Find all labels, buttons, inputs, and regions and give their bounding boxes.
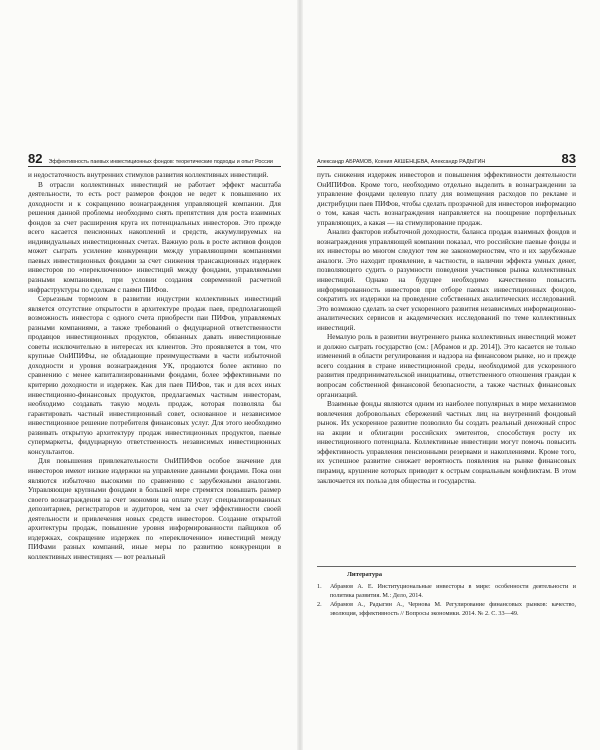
right-page [303, 0, 600, 750]
left-page-header [28, 152, 281, 167]
paragraph: Взаимные фонды являются одним из наиболее популярных в мире механизмов вовлечения добровольных сбережений частных лиц на внутренний фондовый рынок. Их ускоренное развитие позволило бы создать реальный денежный спрос на акции и облигации российских эмитентов, способствуя росту их инвестиционного потенциала. Коллективные инвестиции могут помочь повысить эффективность управления пенсионными резервами и накоплениями. Кроме того, их успешное развитие снижает вероятность появления на рынке финансовых пирамид, крушение которых приводит к острым социальным конфликтам. В этом заключается их польза для общества и государства. [317, 400, 576, 485]
literature-item [317, 583, 576, 600]
literature-divider [317, 566, 576, 567]
right-body-text [317, 171, 576, 486]
left-page-number: 82 [28, 151, 43, 166]
literature-item-text: Абрамов А., Радыгин А., Чернова М. Регулирование финансовых рынков: качество, эволюция, эффективность // Вопросы экономики. 2014. № 2. С. 33—49. [330, 601, 576, 617]
left-page [0, 0, 297, 750]
left-body-text [28, 171, 281, 562]
literature-item-text: Абрамов А. Е. Институциональные инвесторы в мире: особенности деятельности и политика развития. М.: Дело, 2014. [330, 583, 576, 599]
right-page-header [317, 152, 576, 167]
paragraph: Немалую роль в развитии внутреннего рынка коллективных инвестиций может и должно сыграть государство (см.: [Абрамов и др. 2014]). Это касается не только изменений в области регулирования и надзора на финансовом рынке, но и прежде всего создания в стране инвестиционной среды, необходимой для ускоренного развития предпринимательской инициативы, ответственного отношения граждан к вопросам собственной финансовой безопасности, а также частных финансовых организаций. [317, 333, 576, 399]
left-running-header: Эффективность паевых инвестиционных фондов: теоретические подходы и опыт России [48, 159, 273, 165]
paragraph: путь снижения издержек инвесторов и повышения эффективности деятельности ОнИПИФов. Кроме того, необходимо отдельно выделить в вознаграждении за управление фондами целевую плату для возмещения расходов по рекламе и дистрибуции паев ПИФов, чтобы сделать прозрачной для инвесторов информацию о том, какая часть вознаграждения направляется на поощрение портфельных управляющих, а какая — на стимулирование продаж. [317, 171, 576, 227]
literature-item-number: 1. [317, 583, 322, 591]
right-running-header: Александр АБРАМОВ, Ксения АКШЕНЦЕВА, Александр РАДЫГИН [317, 159, 486, 165]
paragraph: В отрасли коллективных инвестиций не работает эффект масштаба деятельности, то есть рост размеров фондов не ведет к повышению их доходности и к сокращению вознаграждения управляющей компании. Для решения данной проблемы необходимо снять препятствия для роста взаимных фондов за счет расширения круга их потенциальных инвесторов. Это прежде всего касается пенсионных накоплений и средств, аккумулируемых на индивидуальных инвестиционных счетах. Важную роль в росте активов фондов может сыграть усиление конкуренции между управляющими компаниями паевых инвестиционных фондами за счет снижения трансакционных издержек инвесторов по «переключению» инвестиций между фондами, управляемыми разными компаниями, при условии создания современной расчетной инфраструктуры по сделкам с паями ПИФов. [28, 180, 281, 294]
literature-title: Литература [347, 571, 383, 578]
literature-section [317, 566, 576, 619]
literature-item [317, 601, 576, 618]
paragraph: Серьезным тормозом в развитии индустрии коллективных инвестиций является отсутствие открытости в архитектуре продаж паев, предполагающей возможность инвестора с одного счета приобрести паи ПИФов, управляемых разными компаниями, а также требований о фидуциарной ответственности продавцов инвестиционных продуктов, обязанных давать инвестиционные советы исключительно в интересах их клиентов. Это проявляется в том, что крупные ОнИПИФы, не обладающие преимуществами в части избыточной доходности и уровня вознаграждения УК, продаются более активно по сравнению с менее капитализированными фондами, более эффективными по критерию доходности и издержек. Как для паев ПИФов, так и для всех иных инвестиционно-финансовых продуктов, предлагаемых частным инвесторам, необходимо создавать такую модель продаж, которая позволяла бы гарантировать частный инвестиционный совет, основанное и независимое инвестиционное решение потребителя финансовых услуг. Для этого необходимо развивать открытую архитектуру продаж инвестиционных продуктов, паевые супермаркеты, фидуциарную ответственность независимых инвестиционных консультантов. [28, 295, 281, 456]
right-page-number: 83 [561, 151, 576, 166]
literature-item-number: 2. [317, 601, 322, 609]
paragraph: и недостаточность внутренних стимулов развития коллективных инвестиций. [28, 171, 269, 179]
paragraph: Анализ факторов избыточной доходности, баланса продаж взаимных фондов и вознаграждения управляющей компании показал, что российские паевые фонды и их инвесторы во многом следуют тем же закономерностям, что и их зарубежные аналоги. Это находит проявление, в частности, в наличии эффекта умных денег, позволяющего судить о разумности поведения участников рынка коллективных инвестиций. Однако на будущее необходимо качественно повысить информированность инвесторов при отборе паевых инвестиционных фондов, сократить их издержки на проведение собственных аналитических исследований. Это возможно сделать за счет ускоренного развития независимых информационно-аналитических сервисов и академических исследований по теме коллективных инвестиций. [317, 228, 576, 332]
paragraph: Для повышения привлекательности ОнИПИФов особое значение для инвесторов имеют низкие издержки на управление данными фондами. Пока они являются избыточно высокими по сравнению с зарубежными аналогами. Управляющие крупными фондами в большей мере стремятся повышать размер своего вознаграждения за счет экономии на оплате услуг специализированных депозитариев, регистраторов и аудиторов, чем за счет эффективности своей деятельности и привлечения новых средств инвесторов. Создание открытой архитектуры продаж, повышение уровня информированности пайщиков об издержках, сокращение издержек по «переключению» инвестиций между ПИФами разных компаний, иные меры по развитию конкуренции в коллективных инвестициях — вот реальный [28, 457, 281, 561]
